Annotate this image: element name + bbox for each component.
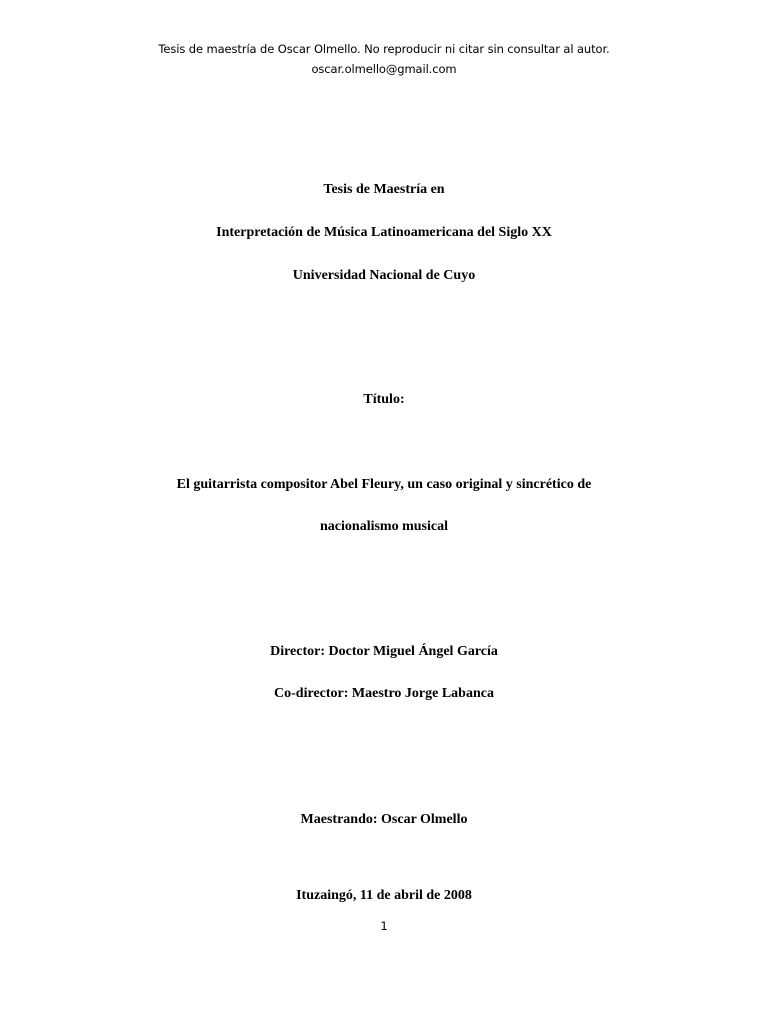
thesis-type: Tesis de Maestría en [323,182,445,197]
thesis-title-line-2: nacionalismo musical [320,519,448,534]
header-email: oscar.olmello@gmail.com [311,62,457,76]
co-director: Co-director: Maestro Jorge Labanca [274,686,494,701]
director: Director: Doctor Miguel Ángel García [270,644,498,659]
thesis-title-line-1: El guitarrista compositor Abel Fleury, un caso original y sincrético de [176,477,592,492]
header-notice: Tesis de maestría de Oscar Olmello. No reproducir ni citar sin consultar al autor. [158,42,610,56]
page-number: 1 [380,919,388,933]
university-name: Universidad Nacional de Cuyo [292,268,476,283]
title-label: Título: [363,392,405,407]
place-and-date: Ituzaingó, 11 de abril de 2008 [296,888,472,903]
student-name: Maestrando: Oscar Olmello [300,812,468,827]
program-name: Interpretación de Música Latinoamericana del Siglo XX [216,225,552,240]
